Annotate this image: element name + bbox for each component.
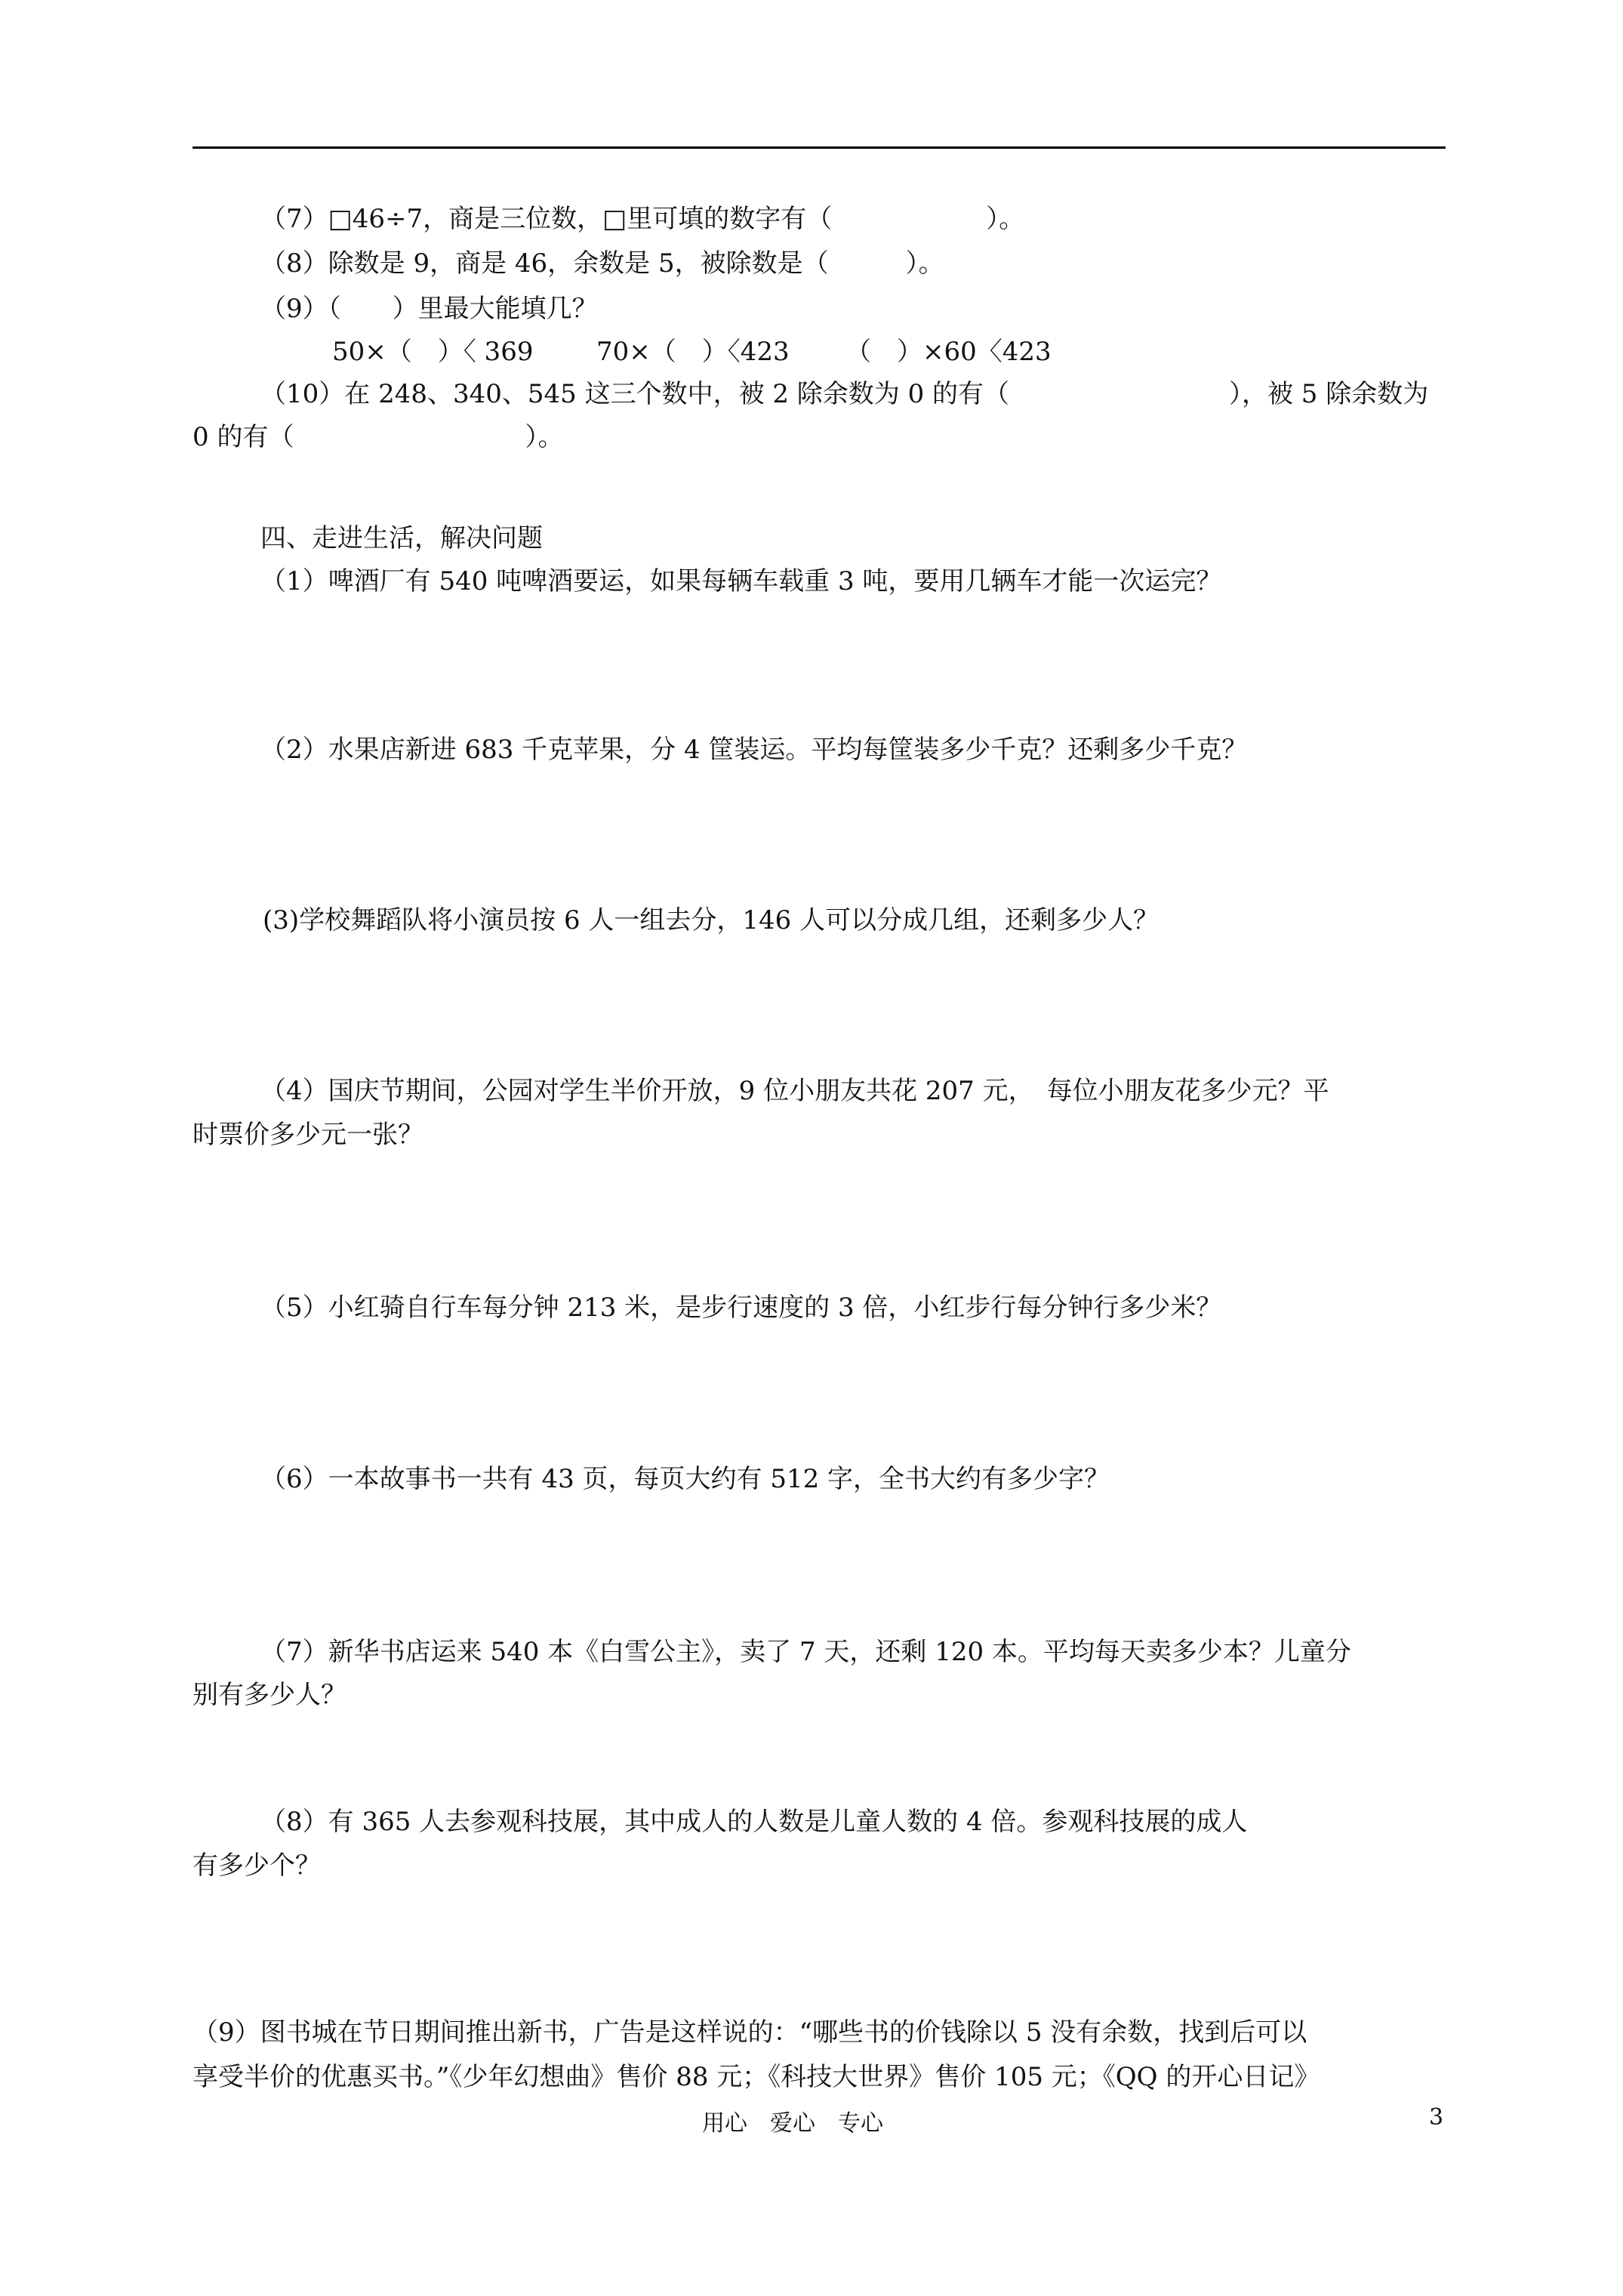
- problem-7-line1: （7）新华书店运来 540 本《白雪公主》，卖了 7 天，还剩 120 本。平均每天卖多少本？儿童分: [260, 1637, 1351, 1667]
- problem-1: （1）啤酒厂有 540 吨啤酒要运，如果每辆车载重 3 吨，要用几辆车才能一次运完？: [260, 566, 1222, 596]
- q9-item-2: 70×（ ）〈423: [596, 337, 790, 367]
- q9-item-3: （ ）×60〈423: [845, 337, 1052, 367]
- page-number: 3: [1429, 2104, 1444, 2131]
- header-rule: [192, 146, 1446, 149]
- fill-question-8: （8）除数是 9，商是 46，余数是 5，被除数是（ ）。: [260, 248, 944, 279]
- problem-4-line1: （4）国庆节期间，公园对学生半价开放，9 位小朋友共花 207 元， 每位小朋友花多少元？平: [260, 1076, 1329, 1106]
- fill-question-7: （7）□46÷7，商是三位数，□里可填的数字有（ ）。: [260, 204, 1025, 234]
- fill-question-9: （9）（ ）里最大能填几？: [260, 294, 598, 324]
- problem-7-line2: 别有多少人？: [192, 1680, 346, 1710]
- problem-4-line2: 时票价多少元一张？: [192, 1120, 423, 1150]
- problem-9-line1: （9）图书城在节日期间推出新书，广告是这样说的：“哪些书的价钱除以 5 没有余数，找到后可以: [192, 2017, 1307, 2048]
- fill-question-10-left: （10）在 248、340、545 这三个数中，被 2 除余数为 0 的有（: [260, 379, 1010, 409]
- problem-5: （5）小红骑自行车每分钟 213 米，是步行速度的 3 倍，小红步行每分钟行多少米？: [260, 1293, 1222, 1323]
- problem-3: (3)学校舞蹈队将小演员按 6 人一组去分，146 人可以分成几组，还剩多少人？: [263, 905, 1160, 935]
- problem-6: （6）一本故事书一共有 43 页，每页大约有 512 字，全书大约有多少字？: [260, 1464, 1110, 1494]
- problem-8-line2: 有多少个？: [192, 1851, 321, 1881]
- problem-2: （2）水果店新进 683 千克苹果，分 4 筐装运。平均每筐装多少千克？还剩多少千克？: [260, 735, 1248, 765]
- fill-question-10-right: ），被 5 除余数为: [1229, 379, 1429, 409]
- problem-8-line1: （8）有 365 人去参观科技展，其中成人的人数是儿童人数的 4 倍。参观科技展的成人: [260, 1807, 1248, 1837]
- section-heading: 四、走进生活，解决问题: [260, 523, 543, 553]
- footer-motto: 用心 爱心 专心: [702, 2110, 883, 2137]
- fill-question-10-line2: 0 的有（ ）。: [192, 422, 564, 452]
- q9-item-1: 50×（ ）〈 369: [332, 337, 534, 367]
- problem-9-line2: 享受半价的优惠买书。”《少年幻想曲》售价 88 元；《科技大世界》售价 105 元；《QQ 的开心日记》: [192, 2062, 1320, 2092]
